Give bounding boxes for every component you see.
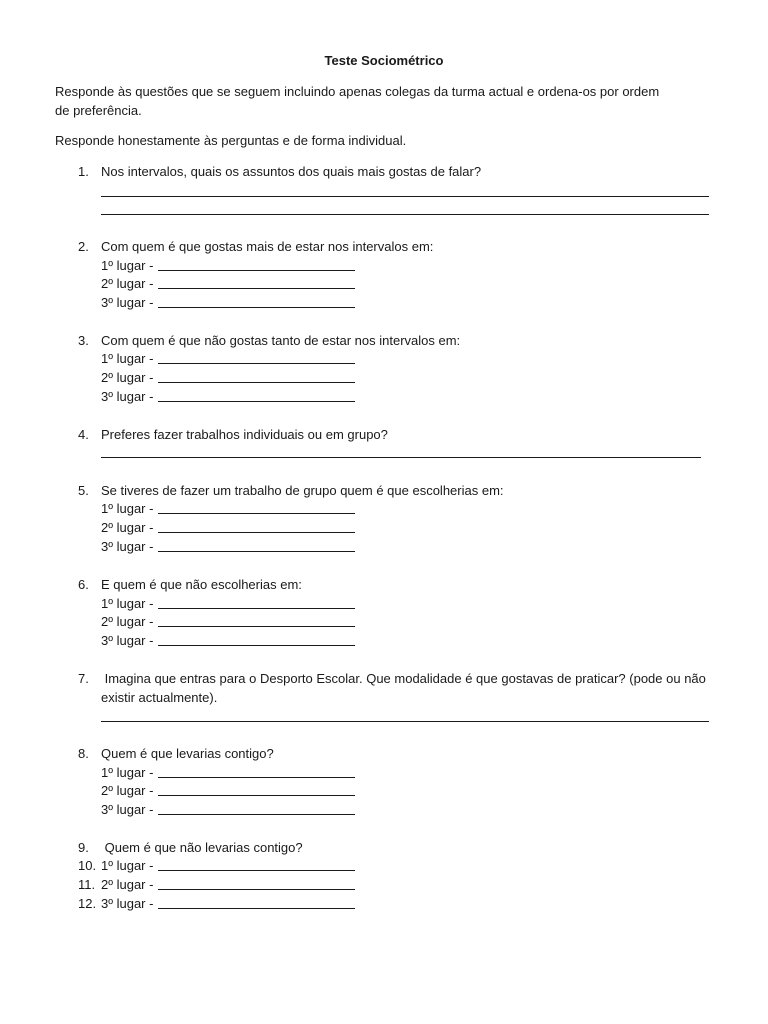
question-3-rank-2-line[interactable] bbox=[158, 382, 355, 383]
question-5-rank-1-line[interactable] bbox=[158, 513, 355, 514]
intro-paragraph-1: Responde às questões que se seguem incluindo apenas colegas da turma actual e ordena-os por ordem de preferência. bbox=[55, 84, 660, 118]
question-2-rank-1-label: 1º lugar - bbox=[101, 258, 154, 273]
question-10-number: 10. bbox=[78, 858, 97, 873]
question-4-text: Preferes fazer trabalhos individuais ou em grupo? bbox=[101, 427, 388, 442]
question-8-rank-2-line[interactable] bbox=[158, 795, 355, 796]
question-9-rank-2-line[interactable] bbox=[158, 889, 355, 890]
question-5-number: 5. bbox=[78, 483, 89, 498]
question-2-rank-1-line[interactable] bbox=[158, 270, 355, 271]
question-2-rank-3-label: 3º lugar - bbox=[101, 295, 154, 310]
question-5-rank-3-label: 3º lugar - bbox=[101, 539, 154, 554]
question-7-text: Imagina que entras para o Desporto Escolar. Que modalidade é que gostavas de praticar? (pode ou não bbox=[101, 671, 706, 686]
question-9-rank-3-label: 3º lugar - bbox=[101, 896, 154, 911]
question-5-rank-1-label: 1º lugar - bbox=[101, 501, 154, 516]
question-8-rank-1-label: 1º lugar - bbox=[101, 765, 154, 780]
question-3-rank-1-line[interactable] bbox=[158, 363, 355, 364]
question-9-rank-1-label: 1º lugar - bbox=[101, 858, 154, 873]
question-6-rank-3-label: 3º lugar - bbox=[101, 633, 154, 648]
question-9-rank-3-line[interactable] bbox=[158, 908, 355, 909]
question-3-rank-3-line[interactable] bbox=[158, 401, 355, 402]
question-4-number: 4. bbox=[78, 427, 89, 442]
question-5-rank-2-label: 2º lugar - bbox=[101, 520, 154, 535]
question-2-rank-2-line[interactable] bbox=[158, 288, 355, 289]
question-5-rank-2-line[interactable] bbox=[158, 532, 355, 533]
question-9-rank-1-line[interactable] bbox=[158, 870, 355, 871]
question-2-rank-2-label: 2º lugar - bbox=[101, 276, 154, 291]
question-1-number: 1. bbox=[78, 164, 89, 179]
question-8-rank-3-line[interactable] bbox=[158, 814, 355, 815]
question-3-rank-2-label: 2º lugar - bbox=[101, 370, 154, 385]
question-3-number: 3. bbox=[78, 333, 89, 348]
question-6-number: 6. bbox=[78, 577, 89, 592]
question-3-text: Com quem é que não gostas tanto de estar nos intervalos em: bbox=[101, 333, 461, 348]
question-6-rank-2-label: 2º lugar - bbox=[101, 614, 154, 629]
question-7-answer-line[interactable] bbox=[101, 721, 709, 722]
question-6-rank-3-line[interactable] bbox=[158, 645, 355, 646]
question-7-number: 7. bbox=[78, 671, 89, 686]
question-2-number: 2. bbox=[78, 239, 89, 254]
question-6-rank-2-line[interactable] bbox=[158, 626, 355, 627]
question-1-text: Nos intervalos, quais os assuntos dos quais mais gostas de falar? bbox=[101, 164, 482, 179]
intro-paragraph-2: Responde honestamente às perguntas e de forma individual. bbox=[55, 133, 407, 148]
question-11-number: 11. bbox=[78, 877, 96, 892]
question-8-number: 8. bbox=[78, 746, 89, 761]
question-9-rank-2-label: 2º lugar - bbox=[101, 877, 154, 892]
question-6-rank-1-line[interactable] bbox=[158, 608, 355, 609]
question-4-answer-line[interactable] bbox=[101, 457, 701, 458]
question-12-number: 12. bbox=[78, 896, 97, 911]
question-9-text: Quem é que não levarias contigo? bbox=[101, 840, 303, 855]
question-7-text-continued: existir actualmente). bbox=[101, 690, 218, 705]
question-3-rank-1-label: 1º lugar - bbox=[101, 351, 154, 366]
question-2-rank-3-line[interactable] bbox=[158, 307, 355, 308]
question-8-text: Quem é que levarias contigo? bbox=[101, 746, 274, 761]
question-5-text: Se tiveres de fazer um trabalho de grupo quem é que escolherias em: bbox=[101, 483, 504, 498]
question-5-rank-3-line[interactable] bbox=[158, 551, 355, 552]
question-6-rank-1-label: 1º lugar - bbox=[101, 596, 154, 611]
question-8-rank-3-label: 3º lugar - bbox=[101, 802, 154, 817]
question-9-number: 9. bbox=[78, 840, 89, 855]
document-title: Teste Sociométrico bbox=[324, 53, 444, 68]
question-1-answer-line-1[interactable] bbox=[101, 196, 709, 197]
question-8-rank-2-label: 2º lugar - bbox=[101, 783, 154, 798]
question-6-text: E quem é que não escolherias em: bbox=[101, 577, 302, 592]
question-2-text: Com quem é que gostas mais de estar nos intervalos em: bbox=[101, 239, 434, 254]
question-1-answer-line-2[interactable] bbox=[101, 214, 709, 215]
question-3-rank-3-label: 3º lugar - bbox=[101, 389, 154, 404]
question-8-rank-1-line[interactable] bbox=[158, 777, 355, 778]
